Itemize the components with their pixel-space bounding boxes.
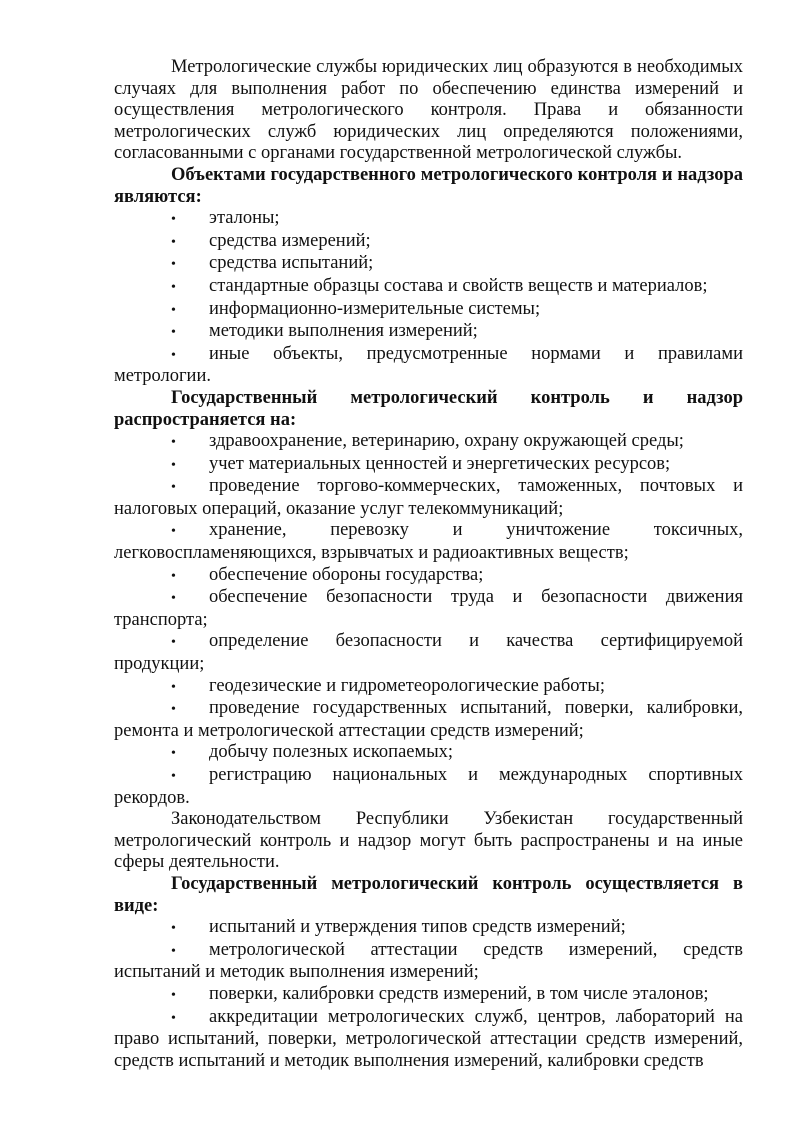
bullet-icon: • [171,769,176,784]
bullet-icon: • [171,234,176,250]
bullet-icon: • [171,943,176,959]
list-item: • регистрацию национальных и международных спортивных рекордов. [114,765,743,808]
heading-control-objects: Объектами государственного метрологического контроля и надзора являются: [114,164,743,207]
bullet-icon: • [171,746,176,762]
list-item: • аккредитации метрологических служб, центров, лабораторий на право испытаний, поверки, метрологической аттестации средств измерений, средств испытаний и методик выполнения измерений, калибровки средств [114,1006,743,1071]
bullet-icon: • [171,347,176,363]
list-item: • обеспечение безопасности труда и безопасности движения транспорта; [114,587,743,630]
bullet-icon: • [171,1010,176,1026]
bullet-icon: • [171,702,176,718]
bullet-icon: • [171,212,176,228]
list-item: • средства измерений; [114,231,743,254]
list-item: • методики выполнения измерений; [114,321,743,344]
list-item: • поверки, калибровки средств измерений, в том числе эталонов; [114,984,743,1007]
list-item: • обеспечение обороны государства; [114,565,743,588]
list-item: • определение безопасности и качества сертифицируемой продукции; [114,631,743,675]
bullet-icon: • [171,435,176,451]
bullet-icon: • [171,279,176,295]
bullet-icon: • [171,302,176,318]
bullet-icon: • [171,987,176,1003]
bullet-icon: • [171,679,176,695]
bullet-icon: • [171,457,176,473]
paragraph-legislation: Законодательством Республики Узбекистан государственный метрологический контроль и надзор могут быть распространены и на иные сферы деятельности. [114,809,743,873]
list-item: • средства испытаний; [114,253,743,276]
bullet-icon: • [171,480,176,496]
list-item: • геодезические и гидрометеорологические работы; [114,676,743,699]
bullet-icon: • [171,591,176,607]
bullet-icon: • [171,568,176,584]
list-item: • метрологической аттестации средств измерений, средств испытаний и методик выполнения измерений; [114,939,743,983]
list-item: • испытаний и утверждения типов средств измерений; [114,917,743,940]
list-control-forms [114,917,743,1072]
list-control-objects [114,208,743,388]
list-item: • стандартные образцы состава и свойств веществ и материалов; [114,276,743,299]
bullet-icon: • [171,257,176,273]
list-control-scope [114,431,743,809]
bullet-icon: • [171,524,176,540]
list-item: • проведение торгово-коммерческих, таможенных, почтовых и налоговых операций, оказание услуг телекоммуникаций; [114,476,743,519]
list-item: • информационно-измерительные системы; [114,299,743,322]
list-item: • учет материальных ценностей и энергетических ресурсов; [114,454,743,477]
bullet-icon: • [171,325,176,341]
list-item: • проведение государственных испытаний, поверки, калибровки, ремонта и метрологической аттестации средств измерений; [114,698,743,741]
list-item: • иные объекты, предусмотренные нормами и правилами метрологии. [114,343,743,387]
list-item: • хранение, перевозку и уничтожение токсичных, легковоспламеняющихся, взрывчатых и радиоактивных веществ; [114,520,743,564]
bullet-icon: • [171,635,176,651]
list-item: • эталоны; [114,208,743,231]
heading-control-forms: Государственный метрологический контроль осуществляется в виде: [114,873,743,916]
list-item: • добычу полезных ископаемых; [114,742,743,765]
paragraph-metrology-services: Метрологические службы юридических лиц образуются в необходимых случаях для выполнения работ по обеспечению единства измерений и осуществления метрологического контроля. Права и обязанности метрологических служб юридических лиц определяются положениями, согласованными с органами государственной метрологической службы. [114,57,743,164]
heading-control-scope: Государственный метрологический контроль и надзор распространяется на: [114,387,743,430]
list-item: • здравоохранение, ветеринарию, охрану окружающей среды; [114,431,743,454]
bullet-icon: • [171,921,176,937]
